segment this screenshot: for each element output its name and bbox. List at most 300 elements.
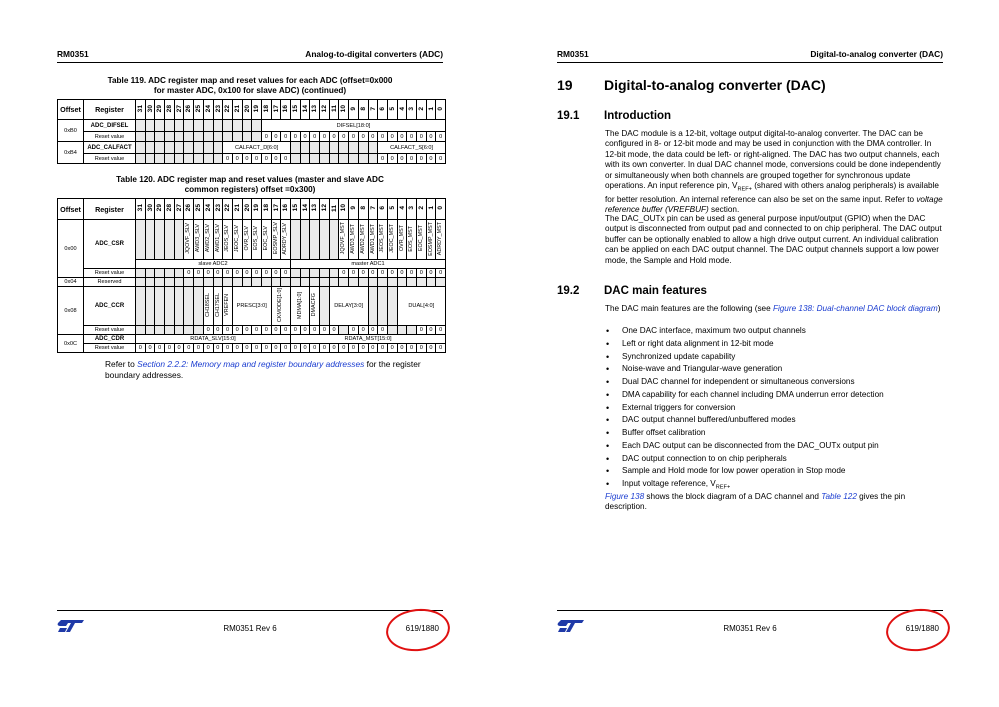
reserved-bit [174, 154, 184, 164]
reset-bit: 0 [397, 132, 407, 142]
header-rule [557, 62, 943, 63]
reserved-bit [271, 278, 281, 287]
reserved-bit [242, 132, 252, 142]
bit-number: 29 [155, 199, 165, 220]
bit-number: 10 [339, 199, 349, 220]
reset-bit: 0 [291, 344, 301, 353]
bit-field: EOSMP_MST [426, 220, 436, 260]
bit-field: DMACFG [310, 287, 320, 326]
reserved-bit [136, 120, 146, 132]
bit-field: AWD1_SLV [213, 220, 223, 260]
reset-bit: 0 [213, 269, 223, 278]
bit-field: AWD2_SLV [203, 220, 213, 260]
reset-bit: 0 [213, 326, 223, 335]
reset-bit: 0 [426, 154, 436, 164]
reset-bit: 0 [271, 154, 281, 164]
reset-bit: 0 [368, 269, 378, 278]
reset-label: Reset value [84, 344, 136, 353]
reserved-bit [136, 278, 146, 287]
reserved-bit [300, 142, 310, 154]
reserved-bit [145, 154, 155, 164]
bit-field: EOS_SLV [252, 220, 262, 260]
reset-bit: 0 [436, 154, 446, 164]
reserved-bit [136, 287, 146, 326]
reset-label: Reset value [84, 132, 136, 142]
reset-bit: 0 [232, 154, 242, 164]
header-rule [57, 62, 443, 63]
reserved-bit [320, 278, 330, 287]
reset-bit: 0 [223, 326, 233, 335]
bit-field: CH17SEL [213, 287, 223, 326]
bit-field: AWD1_MST [368, 220, 378, 260]
reset-bit: 0 [397, 269, 407, 278]
reserved-bit [174, 142, 184, 154]
reset-bit: 0 [378, 154, 388, 164]
intro-paragraph-1: The DAC module is a 12-bit, voltage output digital-to-analog converter. The DAC can be configured in 8- or 12-bit mode and may be used in conjunction with the DMA controller. In 12-bit mode, the data could be left- or right-aligned. The DAC has two output channels, each with its own converter. In dual DAC channel mode, conversions could be done independently or simultaneously when both channels are grouped together for synchronous update operations. An input reference pin, $V_{REF+}$ (shared with others analog peripherals) is available for better resolution. An internal reference can also be set on the same input. Refer to voltage reference buffer (VREFBUF) section. [605, 129, 943, 215]
reset-bit: 0 [223, 269, 233, 278]
reset-bit: 0 [349, 132, 359, 142]
reserved-bit [174, 278, 184, 287]
reserved-bit [242, 278, 252, 287]
reserved-bit [184, 154, 194, 164]
reset-bit: 0 [242, 154, 252, 164]
reserved-bit [174, 269, 184, 278]
reserved-bit [416, 278, 426, 287]
reserved-bit [339, 142, 349, 154]
reset-bit: 0 [194, 344, 204, 353]
offset-header: Offset [58, 100, 84, 120]
reset-bit: 0 [242, 269, 252, 278]
table-119 [57, 99, 446, 164]
register-name: ADC_DIFSEL [84, 120, 136, 132]
reserved-bit [349, 278, 359, 287]
reserved-bit [174, 220, 184, 260]
reset-bit: 0 [300, 344, 310, 353]
bit-field: JEOC_MST [387, 220, 397, 260]
reserved-bit [349, 142, 359, 154]
reset-bit: 0 [358, 344, 368, 353]
bit-field: ADRDY_MST [436, 220, 446, 260]
reserved-bit [291, 142, 301, 154]
figure-138-link[interactable]: Figure 138: Dual-channel DAC block diagram [772, 304, 938, 313]
bit-field: PRESC[3:0] [232, 287, 271, 326]
bit-number: 5 [387, 100, 397, 120]
reset-bit: 0 [436, 269, 446, 278]
feature-item: • Noise-wave and Triangular-wave generation [605, 363, 945, 376]
reserved-bit [155, 278, 165, 287]
reserved-bit [310, 278, 320, 287]
register-name: ADC_CSR [84, 220, 136, 269]
bit-number: 19 [252, 199, 262, 220]
reserved-bit [436, 278, 446, 287]
register-row-calfact [58, 142, 446, 154]
footer-rule [557, 610, 943, 611]
bit-number: 24 [203, 199, 213, 220]
register-row-difsel [58, 120, 446, 132]
reserved-bit [368, 154, 378, 164]
reset-bit: 0 [349, 269, 359, 278]
reserved-bit [320, 142, 330, 154]
register-name: ADC_CDR [84, 335, 136, 344]
reserved-bit [194, 142, 204, 154]
reserved-bit [320, 154, 330, 164]
reset-bit: 0 [387, 132, 397, 142]
reserved-bit [203, 142, 213, 154]
left-page [0, 0, 499, 707]
bit-field: OVR_SLV [242, 220, 252, 260]
bit-number: 16 [281, 100, 291, 120]
reserved-bit [291, 220, 301, 260]
bit-field: DUAL[4:0] [397, 287, 445, 326]
reset-bit: 0 [320, 326, 330, 335]
reserved-bit [426, 278, 436, 287]
reserved-bit [349, 154, 359, 164]
reserved-bit [329, 269, 339, 278]
bit-number: 21 [232, 199, 242, 220]
reset-bit: 0 [300, 132, 310, 142]
feature-item: • DAC output connection to on chip peripherals [605, 453, 945, 466]
reset-bit: 0 [387, 344, 397, 353]
reset-bit: 0 [252, 154, 262, 164]
reset-bit: 0 [223, 154, 233, 164]
reset-label: Reset value [84, 154, 136, 164]
bit-field: EOS_MST [407, 220, 417, 260]
reserved-bit [155, 220, 165, 260]
reserved-bit [165, 278, 175, 287]
reserved-bit [145, 278, 155, 287]
reset-bit: 0 [426, 344, 436, 353]
bit-number: 3 [407, 100, 417, 120]
reserved-bit [329, 142, 339, 154]
reserved-bit [145, 326, 155, 335]
reserved-bit [310, 154, 320, 164]
reserved-bit [194, 278, 204, 287]
reset-bit: 0 [261, 269, 271, 278]
reset-bit: 0 [281, 344, 291, 353]
reserved-bit [165, 154, 175, 164]
reserved-bit [213, 132, 223, 142]
register-row-cdr [58, 335, 446, 344]
footer-rule [57, 610, 443, 611]
register-offset: 0x08 [58, 287, 84, 335]
reset-bit: 0 [436, 326, 446, 335]
reserved-bit [310, 142, 320, 154]
reserved-bit [184, 142, 194, 154]
reserved-bit [291, 154, 301, 164]
reserved-bit [242, 120, 252, 132]
bit-number: 30 [145, 100, 155, 120]
reset-bit: 0 [271, 326, 281, 335]
bit-number: 30 [145, 199, 155, 220]
bit-number: 27 [174, 199, 184, 220]
reset-bit: 0 [252, 344, 262, 353]
reserved-bit [397, 326, 407, 335]
reserved-bit [184, 326, 194, 335]
reset-bit: 0 [358, 269, 368, 278]
reset-bit: 0 [232, 269, 242, 278]
figure-138-ref-link[interactable]: Figure 138 [605, 492, 645, 501]
bit-number: 6 [378, 199, 388, 220]
footer-revision: RM0351 Rev 6 [223, 624, 277, 633]
reset-bit: 0 [368, 132, 378, 142]
feature-item: • DMA capability for each channel including DMA underrun error detection [605, 389, 945, 402]
reset-row [58, 154, 446, 164]
reset-bit: 0 [213, 344, 223, 353]
bit-field: EOC_SLV [261, 220, 271, 260]
reset-bit: 0 [291, 132, 301, 142]
feature-item: • DAC output channel buffered/unbuffered modes [605, 414, 945, 427]
reset-bit: 0 [416, 132, 426, 142]
reserved-bit [136, 326, 146, 335]
reset-bit: 0 [291, 326, 301, 335]
reset-bit: 0 [397, 154, 407, 164]
feature-item: • Synchronized update capability [605, 351, 945, 364]
bit-field: MDMA[1:0] [291, 287, 310, 326]
table-119-caption: Table 119. ADC register map and reset values for each ADC (offset=0x000 for master ADC, 0x100 for slave ADC) (continued) [107, 76, 393, 95]
reserved-bit [184, 120, 194, 132]
page-number: 619/1880 [405, 624, 439, 633]
reserved-bit [136, 132, 146, 142]
reserved-bit [223, 120, 233, 132]
bit-number: 13 [310, 100, 320, 120]
reset-bit: 0 [329, 132, 339, 142]
reserved-bit [232, 132, 242, 142]
bit-header-row [58, 100, 446, 120]
right-page [500, 0, 999, 707]
feature-item: • Left or right data alignment in 12-bit mode [605, 338, 945, 351]
table-120-caption: Table 120. ADC register map and reset values (master and slave ADC common registers) offset =0x300) [116, 175, 384, 194]
table-120 [57, 198, 446, 353]
reserved-bit [194, 120, 204, 132]
features-list [605, 325, 945, 491]
reset-bit: 0 [416, 154, 426, 164]
reserved-bit [136, 142, 146, 154]
bit-field: DELAY[3:0] [329, 287, 368, 326]
register-row-csr [58, 220, 446, 260]
reset-bit: 0 [378, 344, 388, 353]
reserved-bit [213, 120, 223, 132]
reset-bit: 0 [426, 326, 436, 335]
reset-bit: 0 [387, 154, 397, 164]
feature-item: • Sample and Hold mode for low power operation in Stop mode [605, 465, 945, 478]
bit-number: 26 [184, 199, 194, 220]
reset-row [58, 326, 446, 335]
feature-item: • Each DAC output can be disconnected from the DAC_OUTx output pin [605, 440, 945, 453]
bit-field: JEOS_MST [378, 220, 388, 260]
reserved-bit [155, 120, 165, 132]
reset-bit: 0 [310, 344, 320, 353]
reserved-bit [194, 154, 204, 164]
reset-bit: 0 [329, 344, 339, 353]
bit-number: 22 [223, 199, 233, 220]
bit-number: 19 [252, 100, 262, 120]
bit-number: 9 [349, 199, 359, 220]
reset-bit: 0 [281, 132, 291, 142]
reserved-bit [281, 278, 291, 287]
reset-bit: 0 [271, 269, 281, 278]
bit-number: 16 [281, 199, 291, 220]
reserved-bit [358, 154, 368, 164]
reserved-bit [184, 278, 194, 287]
reset-bit: 0 [165, 344, 175, 353]
reset-bit: 0 [194, 269, 204, 278]
bit-number: 23 [213, 100, 223, 120]
reserved-bit [358, 142, 368, 154]
reset-bit: 0 [232, 344, 242, 353]
features-outro: Figure 138 shows the block diagram of a DAC channel and Table 122 gives the pin description. [605, 492, 906, 512]
bit-number: 14 [300, 100, 310, 120]
reset-bit: 0 [261, 132, 271, 142]
reserved-bit [155, 269, 165, 278]
doc-id: RM0351 [557, 49, 589, 59]
bit-number: 17 [271, 100, 281, 120]
reset-bit: 0 [358, 132, 368, 142]
reset-bit: 0 [407, 132, 417, 142]
reserved-bit [252, 120, 262, 132]
footer-revision: RM0351 Rev 6 [723, 624, 777, 633]
bit-number: 7 [368, 199, 378, 220]
reset-bit: 0 [320, 132, 330, 142]
reset-bit: 0 [378, 269, 388, 278]
bit-field: JEOS_SLV [223, 220, 233, 260]
reserved-bit [329, 220, 339, 260]
reserved-bit [261, 278, 271, 287]
reset-bit: 0 [242, 326, 252, 335]
bit-field: AWD2_MST [358, 220, 368, 260]
intro-paragraph-2: The DAC_OUTx pin can be used as general purpose input/output (GPIO) when the DAC output is disconnected from output pad and connected to on chip peripheral. The DAC output buffer can be optionally enabled to allow a high drive output current. An individual calibration can be applied on each DAC output channel. The DAC output channels support a low power mode, the Sample and Hold mode. [605, 214, 942, 265]
reset-bit: 0 [407, 154, 417, 164]
reset-bit: 0 [310, 132, 320, 142]
reset-label: Reset value [84, 269, 136, 278]
register-row-reserved [58, 278, 446, 287]
reserved-bit [213, 278, 223, 287]
reset-bit: 0 [281, 154, 291, 164]
reset-bit: 0 [436, 132, 446, 142]
reserved-bit [397, 278, 407, 287]
reserved-bit [155, 326, 165, 335]
reserved-bit [213, 142, 223, 154]
reserved-bit [320, 220, 330, 260]
section-2-2-2-link[interactable]: Section 2.2.2: Memory map and register boundary addresses [137, 359, 365, 369]
bit-field: EOC_MST [416, 220, 426, 260]
reserved-bit [407, 326, 417, 335]
bit-field: RDATA_SLV[15:0] [136, 335, 291, 344]
reserved-bit [174, 120, 184, 132]
reset-bit: 0 [368, 344, 378, 353]
reserved-bit [407, 278, 417, 287]
reset-bit: 0 [261, 154, 271, 164]
bit-number: 0 [436, 100, 446, 120]
reserved-bit [165, 269, 175, 278]
reserved-bit [358, 278, 368, 287]
reset-bit: 0 [203, 344, 213, 353]
bit-number: 1 [426, 199, 436, 220]
bit-number: 20 [242, 100, 252, 120]
reset-bit: 0 [136, 344, 146, 353]
reset-bit: 0 [271, 344, 281, 353]
reset-bit: 0 [426, 132, 436, 142]
reset-bit: 0 [155, 344, 165, 353]
reserved-bit [194, 326, 204, 335]
reserved-bit [136, 220, 146, 260]
bit-number: 15 [291, 100, 301, 120]
reset-bit: 0 [271, 132, 281, 142]
bit-field: DIFSEL[18:0] [261, 120, 445, 132]
reserved-bit [184, 287, 194, 326]
register-name: ADC_CALFACT [84, 142, 136, 154]
reset-bit: 0 [261, 326, 271, 335]
master-group-label: master ADC1 [291, 260, 446, 269]
bit-number: 9 [349, 100, 359, 120]
bit-number: 0 [436, 199, 446, 220]
reserved-bit [155, 287, 165, 326]
bit-number: 5 [387, 199, 397, 220]
reset-bit: 0 [407, 344, 417, 353]
feature-item: • Input voltage reference, $V_{REF+}$ [605, 478, 945, 491]
reserved-bit [136, 269, 146, 278]
reset-bit: 0 [416, 344, 426, 353]
reserved-bit [203, 120, 213, 132]
reserved-bit [339, 278, 349, 287]
reserved-bit [213, 154, 223, 164]
reserved-bit [232, 120, 242, 132]
reserved-bit [155, 154, 165, 164]
reserved-bit [310, 220, 320, 260]
bit-number: 4 [397, 199, 407, 220]
reserved-bit [145, 132, 155, 142]
reserved-bit [145, 142, 155, 154]
bit-number: 4 [397, 100, 407, 120]
register-header: Register [84, 100, 136, 120]
reserved-bit [203, 132, 213, 142]
reserved-bit [232, 278, 242, 287]
bit-number: 28 [165, 199, 175, 220]
reserved-bit [368, 278, 378, 287]
bit-header-row [58, 199, 446, 220]
bit-number: 23 [213, 199, 223, 220]
reserved-bit [145, 220, 155, 260]
reset-bit: 0 [378, 326, 388, 335]
reserved-bit [387, 326, 397, 335]
reserved-bit [165, 120, 175, 132]
reserved-bit [378, 278, 388, 287]
reset-bit: 0 [223, 344, 233, 353]
bit-field: AWD3_MST [349, 220, 359, 260]
reset-bit: 0 [329, 326, 339, 335]
reserved-bit [387, 287, 397, 326]
reserved-bit [378, 287, 388, 326]
bit-number: 28 [165, 100, 175, 120]
reserved-bit [155, 132, 165, 142]
bit-number: 10 [339, 100, 349, 120]
table-122-link[interactable]: Table 122 [821, 492, 857, 501]
reset-bit: 0 [145, 344, 155, 353]
bit-field: CH18SEL [203, 287, 213, 326]
reserved-bit [368, 287, 378, 326]
reset-bit: 0 [378, 132, 388, 142]
bit-field: JQOVF_MST [339, 220, 349, 260]
reserved-bit [136, 154, 146, 164]
bit-number: 25 [194, 199, 204, 220]
register-header: Register [84, 199, 136, 220]
bit-number: 25 [194, 100, 204, 120]
bit-field: OVR_MST [397, 220, 407, 260]
section-main-features-heading: 19.2 DAC main features [557, 285, 707, 297]
register-name: Reserved [84, 278, 136, 287]
reset-bit: 0 [339, 269, 349, 278]
bit-number: 11 [329, 100, 339, 120]
bit-field: CKMODE[1:0] [271, 287, 290, 326]
